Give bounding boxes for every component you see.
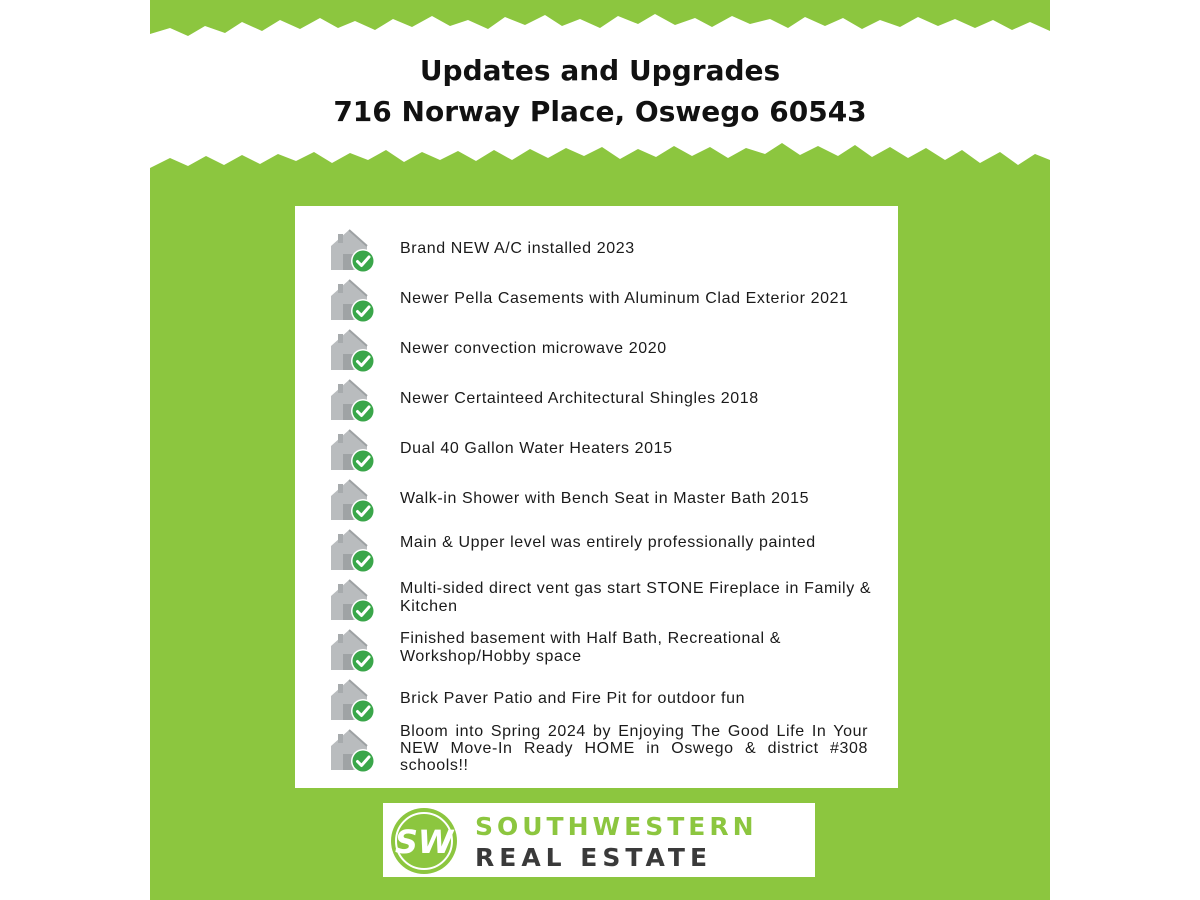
house-check-icon bbox=[329, 476, 377, 524]
sw-monogram bbox=[389, 806, 459, 876]
list-item-text: Brick Paver Patio and Fire Pit for outdoor fun bbox=[400, 690, 746, 707]
list-item-text: Newer Certainteed Architectural Shingles 2018 bbox=[400, 390, 759, 407]
list-item bbox=[295, 326, 898, 376]
title-line-2: 716 Norway Place, Oswego 60543 bbox=[333, 95, 867, 128]
house-check-icon bbox=[329, 726, 377, 774]
list-item bbox=[295, 526, 898, 576]
company-logo bbox=[383, 803, 815, 877]
house-check-icon bbox=[329, 276, 377, 324]
logo-line-2: REAL ESTATE bbox=[475, 843, 713, 872]
list-item-text: Dual 40 Gallon Water Heaters 2015 bbox=[400, 440, 673, 457]
list-item bbox=[295, 276, 898, 326]
list-item-text: Bloom into Spring 2024 by Enjoying The Good Life In Your NEW Move-In Ready HOME in Oswego & district #308 schools!! bbox=[400, 723, 868, 774]
list-item-text: Multi-sided direct vent gas start STONE Fireplace in Family & Kitchen bbox=[400, 580, 872, 615]
list-item-text: Main & Upper level was entirely professionally painted bbox=[400, 534, 816, 551]
house-check-icon bbox=[329, 576, 377, 624]
house-check-icon bbox=[329, 426, 377, 474]
list-item bbox=[295, 723, 898, 776]
list-item bbox=[295, 576, 898, 626]
poster bbox=[150, 0, 1050, 900]
page-title bbox=[150, 50, 1050, 132]
upgrades-list bbox=[295, 206, 898, 788]
list-item-text: Brand NEW A/C installed 2023 bbox=[400, 240, 635, 257]
logo-monogram: SW bbox=[394, 823, 454, 861]
house-check-icon bbox=[329, 326, 377, 374]
house-check-icon bbox=[329, 626, 377, 674]
list-item-text: Walk-in Shower with Bench Seat in Master Bath 2015 bbox=[400, 490, 810, 507]
list-item bbox=[295, 676, 898, 726]
house-check-icon bbox=[329, 526, 377, 574]
list-item-text: Newer convection microwave 2020 bbox=[400, 340, 667, 357]
house-check-icon bbox=[329, 676, 377, 724]
house-check-icon bbox=[329, 226, 377, 274]
list-item bbox=[295, 426, 898, 476]
list-item bbox=[295, 376, 898, 426]
list-item-text: Finished basement with Half Bath, Recreational & Workshop/Hobby space bbox=[400, 630, 781, 665]
list-item bbox=[295, 476, 898, 526]
list-item bbox=[295, 626, 898, 676]
logo-line-1: SOUTHWESTERN bbox=[475, 812, 758, 841]
house-check-icon bbox=[329, 376, 377, 424]
list-item bbox=[295, 226, 898, 276]
title-line-1: Updates and Upgrades bbox=[419, 54, 781, 87]
list-item-text: Newer Pella Casements with Aluminum Clad Exterior 2021 bbox=[400, 290, 849, 307]
